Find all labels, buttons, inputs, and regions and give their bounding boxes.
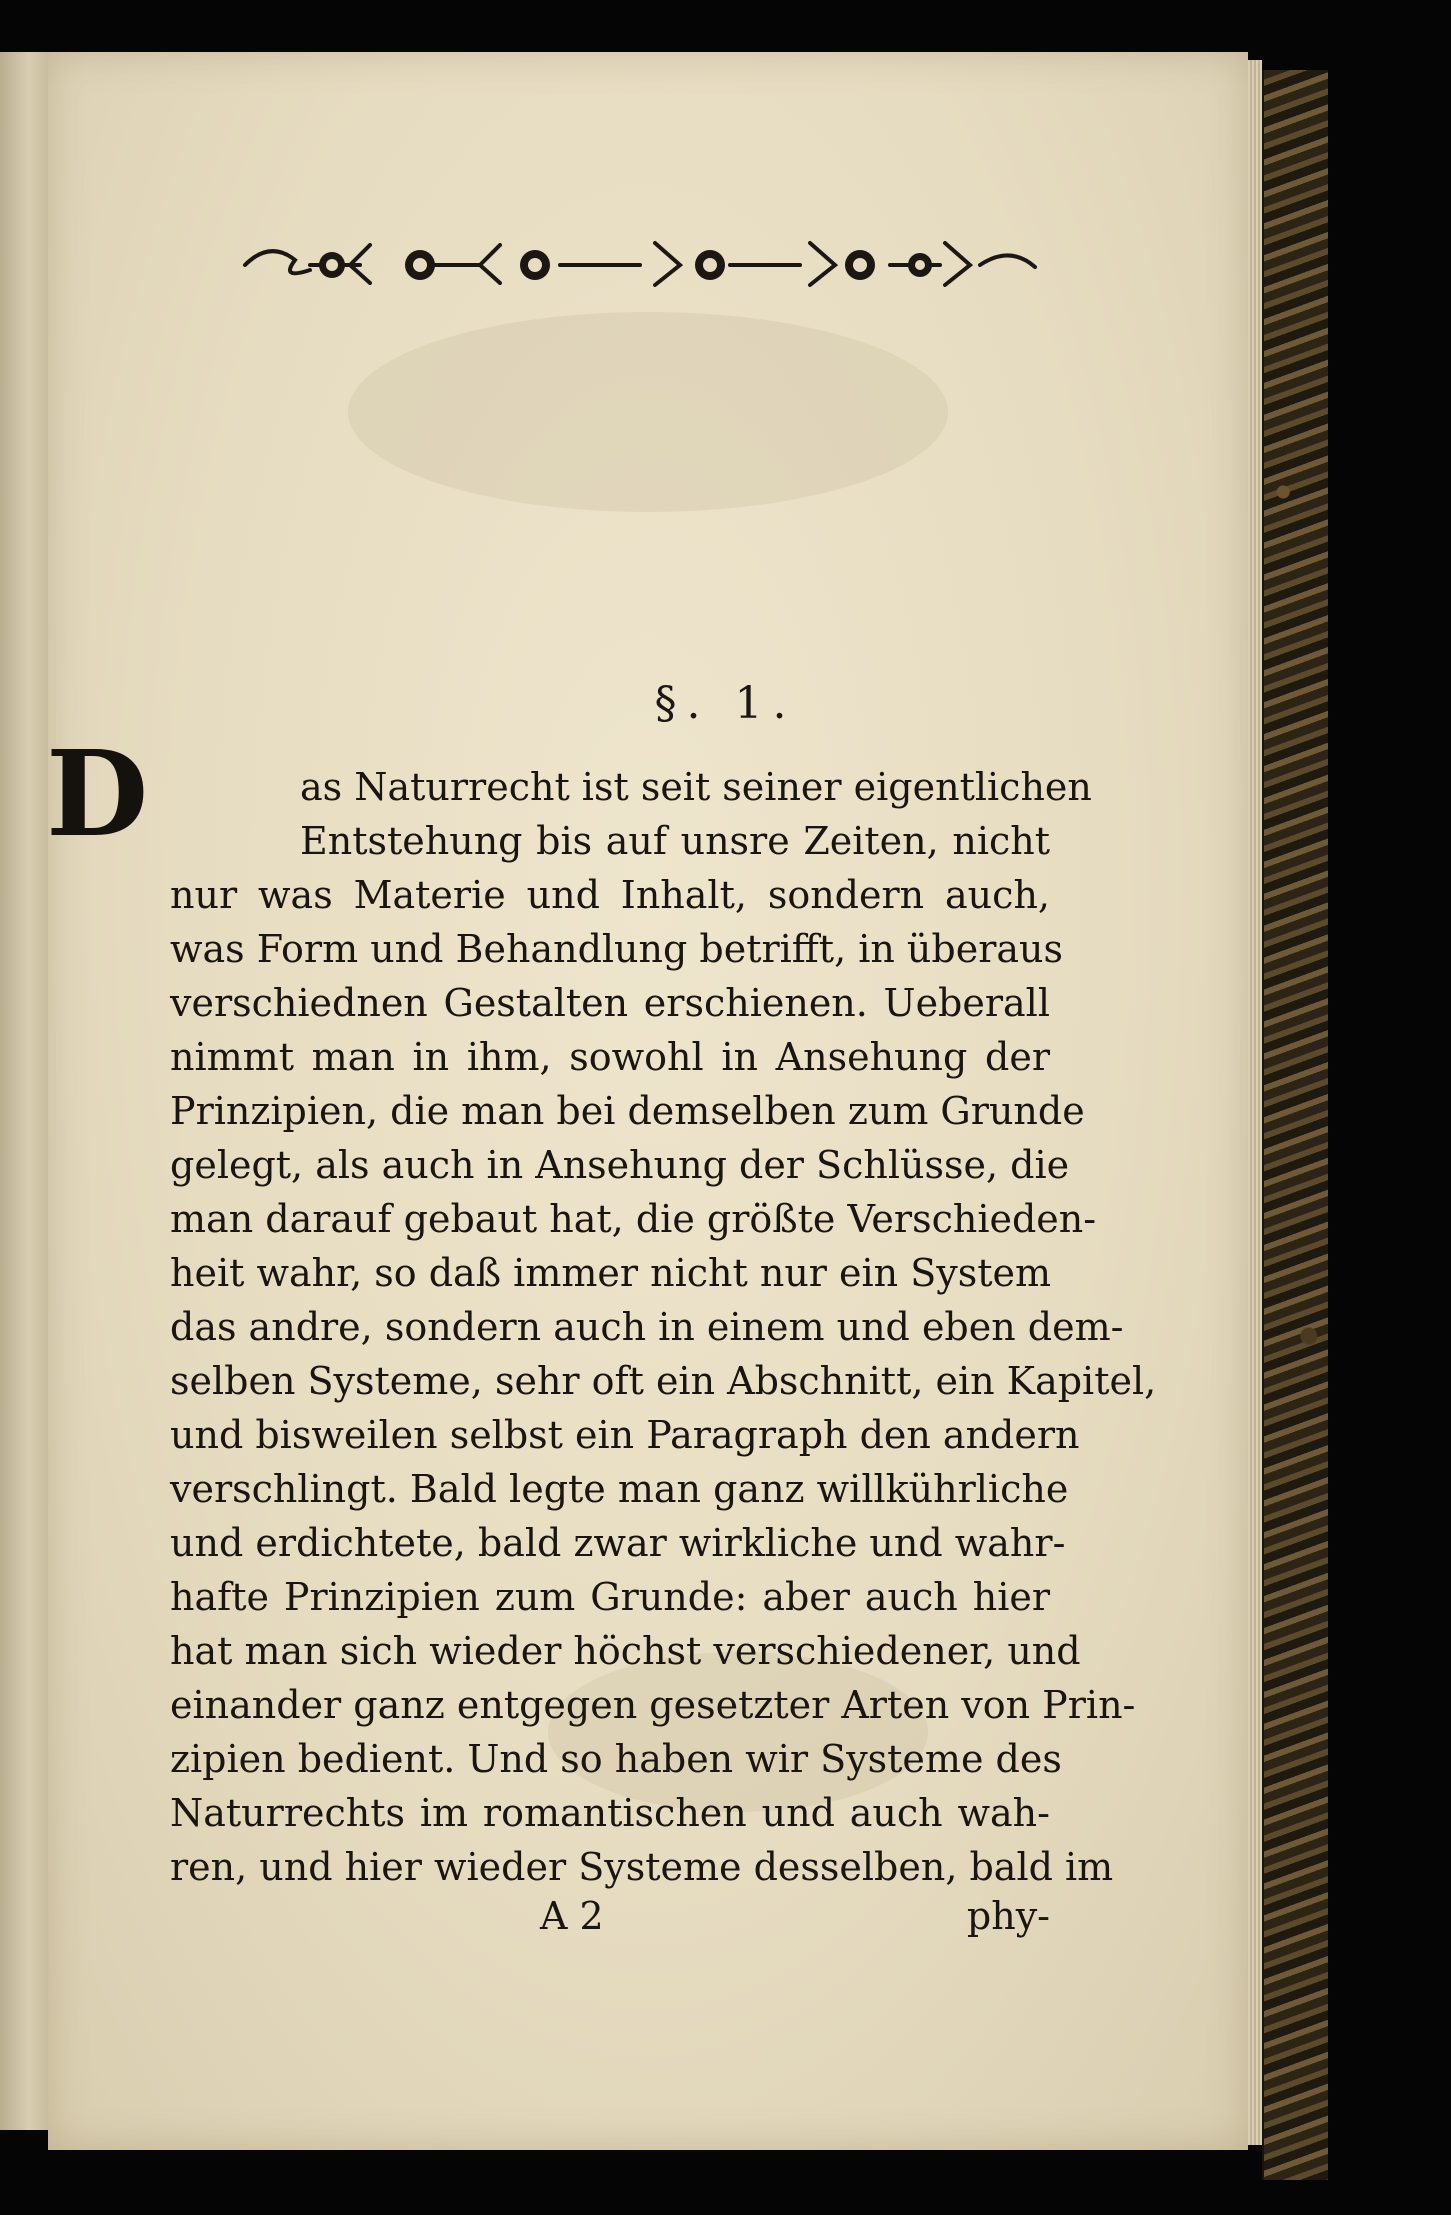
text-line: Naturrechts im romantischen und auch wah- bbox=[170, 1791, 1050, 1835]
text-line: hafte Prinzipien zum Grunde: aber auch hier bbox=[170, 1575, 1050, 1619]
decorative-ornament-band bbox=[240, 225, 1040, 295]
drop-cap: D bbox=[46, 724, 149, 863]
text-line: man darauf gebaut hat, die größte Verschieden- bbox=[170, 1197, 1097, 1241]
text-line: verschlingt. Bald legte man ganz willkührliche bbox=[170, 1467, 1069, 1511]
text-line: hat man sich wieder höchst verschiedener, und bbox=[170, 1629, 1081, 1673]
text-line: Entstehung bis auf unsre Zeiten, nicht bbox=[300, 819, 1050, 863]
page-footer bbox=[170, 1894, 1050, 1950]
text-line: verschiednen Gestalten erschienen. Ueberall bbox=[170, 981, 1050, 1025]
text-line: das andre, sondern auch in einem und eben dem- bbox=[170, 1305, 1124, 1349]
text-line: einander ganz entgegen gesetzter Arten von Prin- bbox=[170, 1683, 1136, 1727]
page-stack-edge bbox=[1248, 60, 1262, 2145]
facing-page-edge bbox=[0, 52, 48, 2130]
text-line: heit wahr, so daß immer nicht nur ein System bbox=[170, 1251, 1052, 1295]
catchword: phy- bbox=[966, 1894, 1050, 1938]
text-line: zipien bedient. Und so haben wir Systeme des bbox=[170, 1737, 1062, 1781]
marbled-binding bbox=[1262, 70, 1328, 2180]
text-line: ren, und hier wieder Systeme desselben, bald im bbox=[170, 1845, 1114, 1889]
section-heading: §. 1. bbox=[654, 678, 797, 729]
text-line: Prinzipien, die man bei demselben zum Grunde bbox=[170, 1089, 1085, 1133]
text-line: selben Systeme, sehr oft ein Abschnitt, ein Kapitel, bbox=[170, 1359, 1157, 1403]
text-line: gelegt, als auch in Ansehung der Schlüsse, die bbox=[170, 1143, 1070, 1187]
text-line: und bisweilen selbst ein Paragraph den andern bbox=[170, 1413, 1080, 1457]
text-line: nur was Materie und Inhalt, sondern auch, bbox=[170, 873, 1050, 917]
paper-stain bbox=[348, 312, 948, 512]
text-line: und erdichtete, bald zwar wirkliche und wahr- bbox=[170, 1521, 1066, 1565]
text-line: nimmt man in ihm, sowohl in Ansehung der bbox=[170, 1035, 1050, 1079]
text-line: as Naturrecht ist seit seiner eigentlichen bbox=[300, 765, 1092, 809]
text-line: was Form und Behandlung betrifft, in überaus bbox=[170, 927, 1064, 971]
signature-mark: A 2 bbox=[540, 1894, 604, 1938]
